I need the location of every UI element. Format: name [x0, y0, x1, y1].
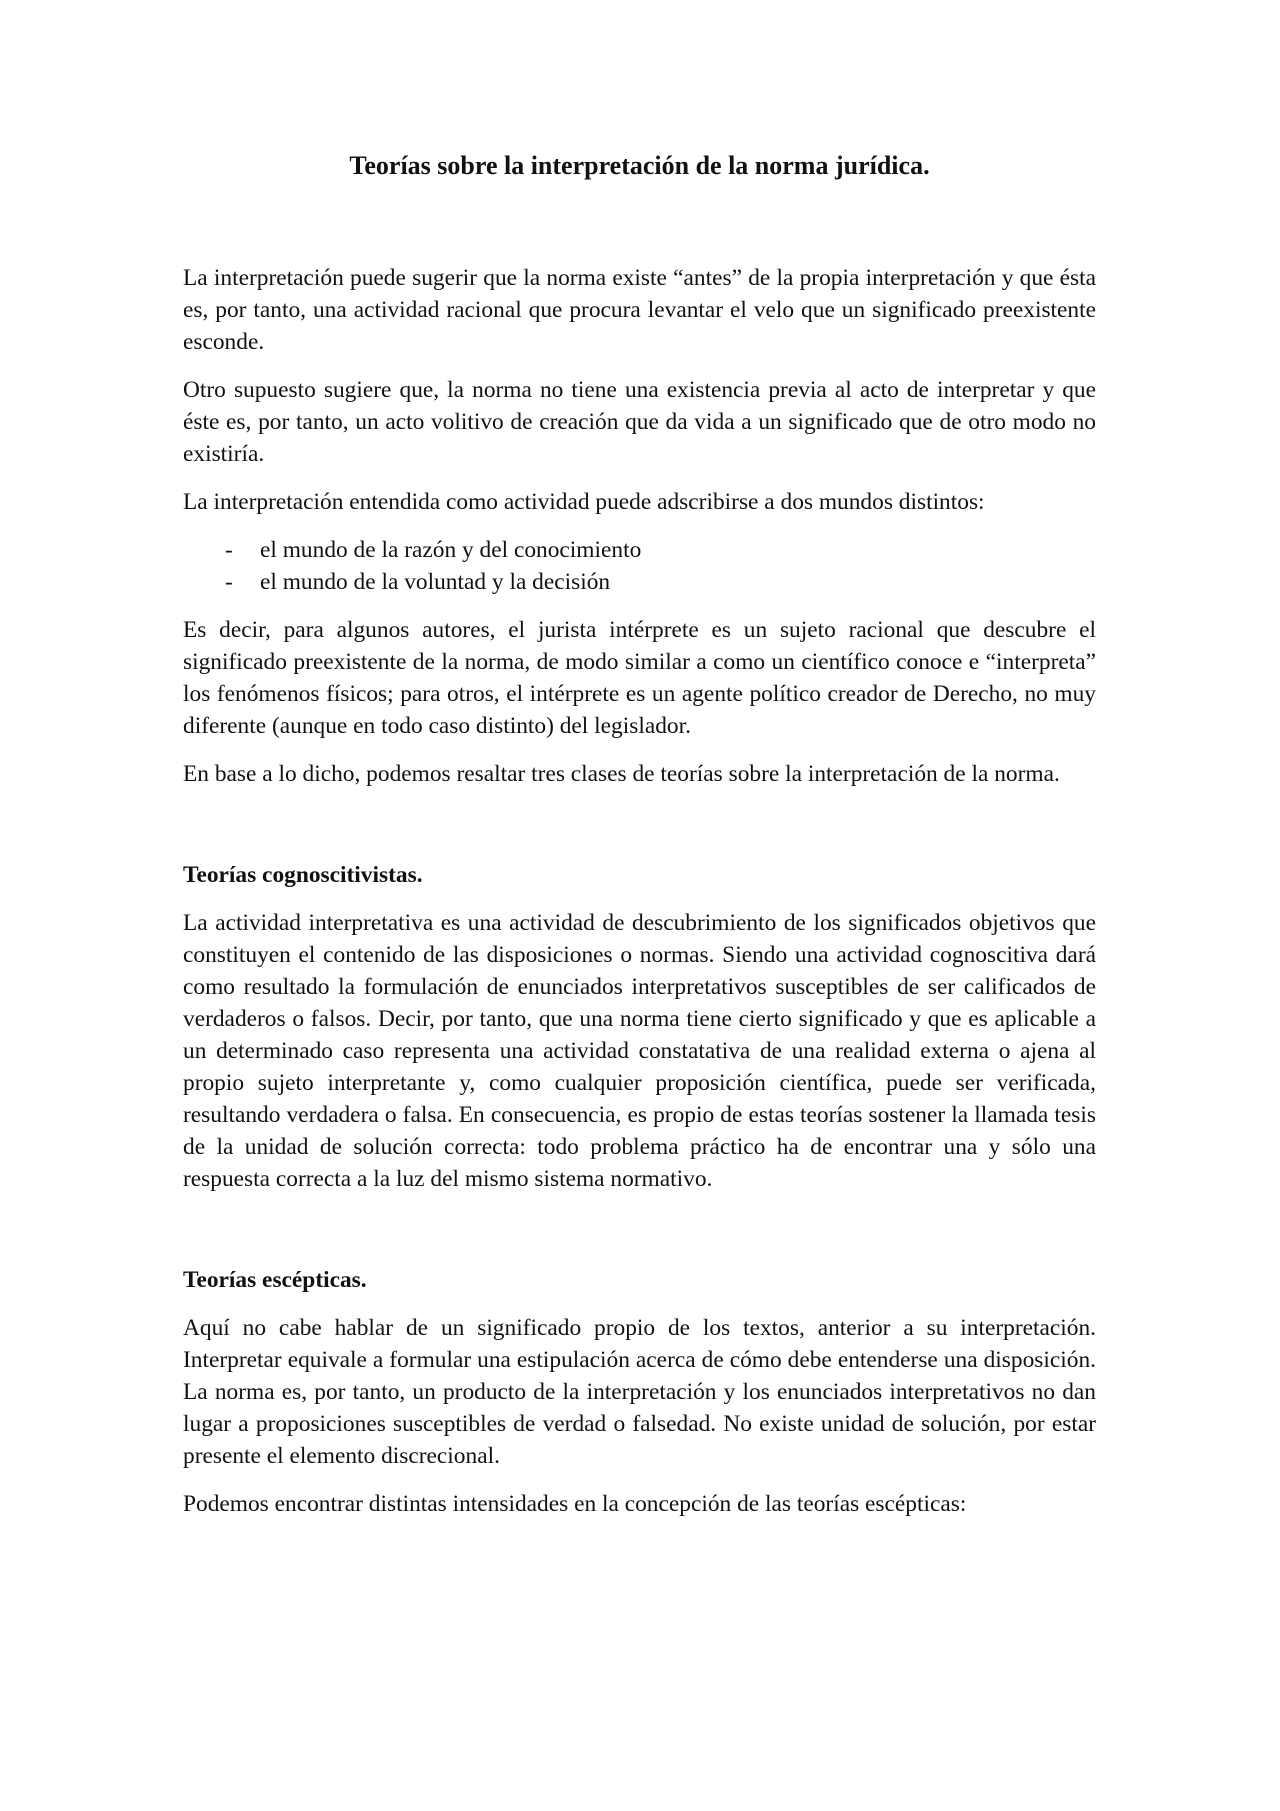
list-item — [183, 534, 1096, 566]
section-paragraph-cognoscitivistas: La actividad interpretativa es una actividad de descubrimiento de los significados objetivos que constituyen el contenido de las disposiciones o normas. Siendo una actividad cognoscitiva dará como resultado la formulación de enunciados interpretativos susceptibles de ser calificados de verdaderos o falsos. Decir, por tanto, que una norma tiene cierto significado y que es aplicable a un determinado caso representa una actividad constatativa de una realidad externa o ajena al propio sujeto interpretante y, como cualquier proposición científica, puede ser verificada, resultando verdadera o falsa. En consecuencia, es propio de estas teorías sostener la llamada tesis de la unidad de solución correcta: todo problema práctico ha de encontrar una y sólo una respuesta correcta a la luz del mismo sistema normativo. — [183, 910, 1096, 1192]
section-spacer — [183, 806, 1096, 859]
section-spacer — [183, 1211, 1096, 1264]
list-marker: - — [225, 537, 233, 563]
worlds-list — [183, 534, 1096, 598]
document-body — [183, 262, 1096, 1536]
section-paragraph-escepticas: Podemos encontrar distintas intensidades en la concepción de las teorías escépticas: — [183, 1491, 967, 1517]
list-item — [183, 566, 1096, 598]
section-paragraph-escepticas: Aquí no cabe hablar de un significado propio de los textos, anterior a su interpretación. Interpretar equivale a formular una estipulación acerca de cómo debe entenderse una disposición. La norma es, por tanto, un producto de la interpretación y los enunciados interpretativos no dan lugar a proposiciones susceptibles de verdad o falsedad. No existe unidad de solución, por estar presente el elemento discrecional. — [183, 1315, 1096, 1469]
document-title: Teorías sobre la interpretación de la norma jurídica. — [349, 151, 930, 180]
list-item-text: el mundo de la razón y del conocimiento — [260, 537, 642, 563]
section-heading-escepticas: Teorías escépticas. — [183, 1267, 367, 1293]
intro-paragraph: Otro supuesto sugiere que, la norma no tiene una existencia previa al acto de interpretar y que éste es, por tanto, un acto volitivo de creación que da vida a un significado que de otro modo no existiría. — [183, 377, 1096, 467]
intro-paragraph: La interpretación puede sugerir que la norma existe “antes” de la propia interpretación y que ésta es, por tanto, una actividad racional que procura levantar el velo que un significado preexistente esconde. — [183, 265, 1096, 355]
intro-paragraph: La interpretación entendida como actividad puede adscribirse a dos mundos distintos: — [183, 489, 985, 515]
list-item-text: el mundo de la voluntad y la decisión — [260, 569, 611, 595]
body-paragraph: En base a lo dicho, podemos resaltar tres clases de teorías sobre la interpretación de la norma. — [183, 761, 1060, 787]
body-paragraph: Es decir, para algunos autores, el jurista intérprete es un sujeto racional que descubre el significado preexistente de la norma, de modo similar a como un científico conoce e “interpreta” los fenómenos físicos; para otros, el intérprete es un agente político creador de Derecho, no muy diferente (aunque en todo caso distinto) del legislador. — [183, 617, 1096, 739]
list-marker: - — [225, 569, 233, 595]
section-heading-cognoscitivistas: Teorías cognoscitivistas. — [183, 862, 423, 888]
